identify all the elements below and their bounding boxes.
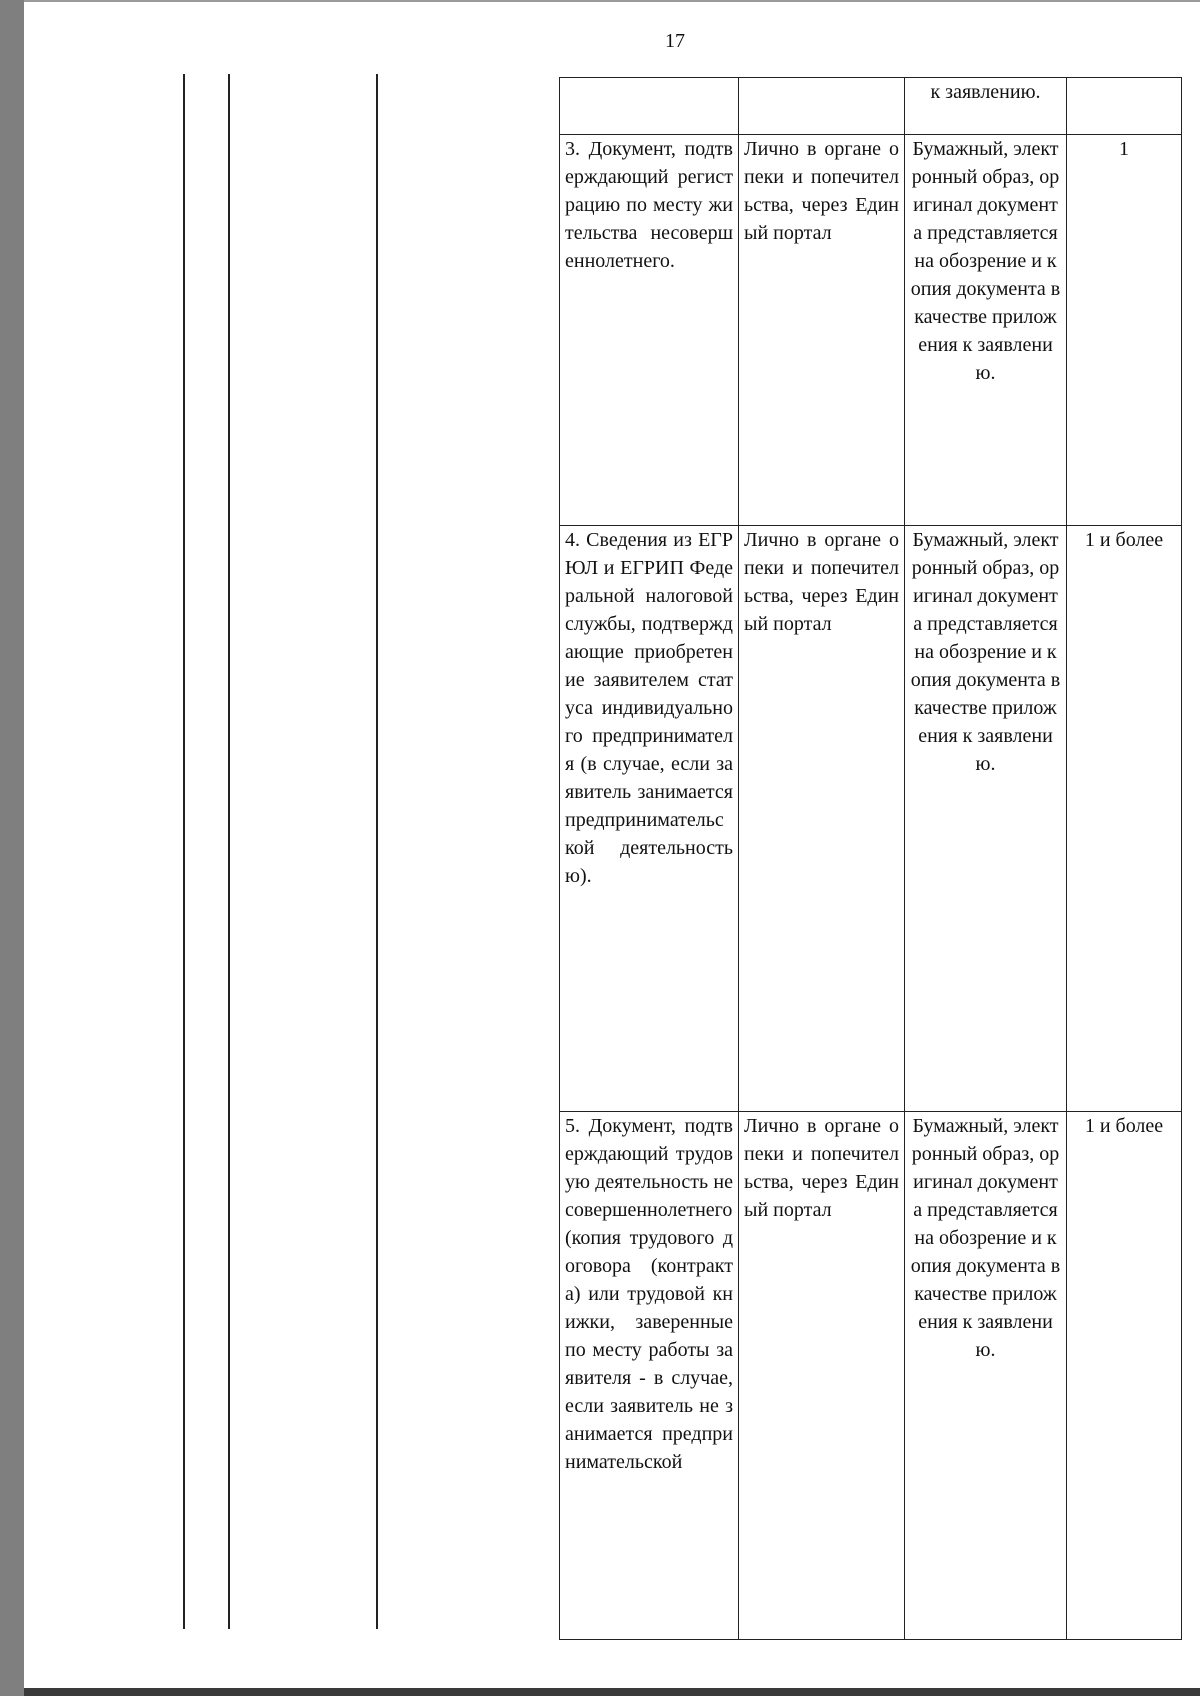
column-rule-3 <box>376 74 378 1629</box>
cell-channel-text: Лично в органе опеки и попечительства, через Единый портал <box>744 1115 899 1221</box>
cell-form <box>905 135 1067 526</box>
scanner-top-edge <box>24 0 1200 2</box>
cell-count-text: 1 <box>1119 138 1129 160</box>
cell-count-text: 1 и более <box>1084 529 1164 551</box>
page-number: 17 <box>665 30 685 52</box>
cell-form-text: Бумажный, электронный образ, оригинал документа представляется на обозрение и копия документа в качестве приложения к заявлению. <box>910 138 1061 384</box>
scanner-left-border <box>0 0 24 1696</box>
cell-form-text: к заявлению. <box>930 81 1041 103</box>
cell-count-text: 1 и более <box>1084 1115 1164 1137</box>
cell-channel <box>739 526 905 1112</box>
column-rule-2 <box>228 74 230 1629</box>
cell-channel-text: Лично в органе опеки и попечительства, через Единый портал <box>744 529 899 635</box>
cell-document <box>560 135 739 526</box>
cell-count <box>1067 78 1182 135</box>
cell-count <box>1067 135 1182 526</box>
cell-form <box>905 526 1067 1112</box>
table-row <box>560 135 1182 526</box>
cell-document <box>560 526 739 1112</box>
cell-count <box>1067 526 1182 1112</box>
table-row <box>560 1112 1182 1640</box>
cell-document <box>560 1112 739 1640</box>
cell-count <box>1067 1112 1182 1640</box>
cell-channel-text: Лично в органе опеки и попечительства, через Единый портал <box>744 138 899 244</box>
documents-table <box>559 77 1182 1640</box>
cell-channel <box>739 135 905 526</box>
table-row <box>560 526 1182 1112</box>
cell-document-text: 3. Документ, подтверждающий регистрацию по месту жительства несовершеннолетнего. <box>565 138 733 272</box>
cell-form-text: Бумажный, электронный образ, оригинал документа представляется на обозрение и копия документа в качестве приложения к заявлению. <box>910 1115 1061 1361</box>
scanner-bottom-border <box>24 1688 1200 1696</box>
cell-channel <box>739 78 905 135</box>
column-rule-1 <box>183 74 185 1629</box>
cell-document <box>560 78 739 135</box>
cell-channel <box>739 1112 905 1640</box>
cell-form <box>905 78 1067 135</box>
cell-document-text: 4. Сведения из ЕГРЮЛ и ЕГРИП Федеральной налоговой службы, подтверждающие приобретение заявителем статуса индивидуального предпринимателя (в случае, если заявитель занимается предпринимательской деятельностью). <box>565 529 733 887</box>
cell-document-text: 5. Документ, подтверждающий трудовую деятельность несовершеннолетнего (копия трудового договора (контракта) или трудовой книжки, заверенные по месту работы заявителя - в случае, если заявитель не занимается предпринимательской <box>565 1115 733 1473</box>
table-row-continuation <box>560 78 1182 135</box>
cell-form <box>905 1112 1067 1640</box>
cell-form-text: Бумажный, электронный образ, оригинал документа представляется на обозрение и копия документа в качестве приложения к заявлению. <box>910 529 1061 775</box>
